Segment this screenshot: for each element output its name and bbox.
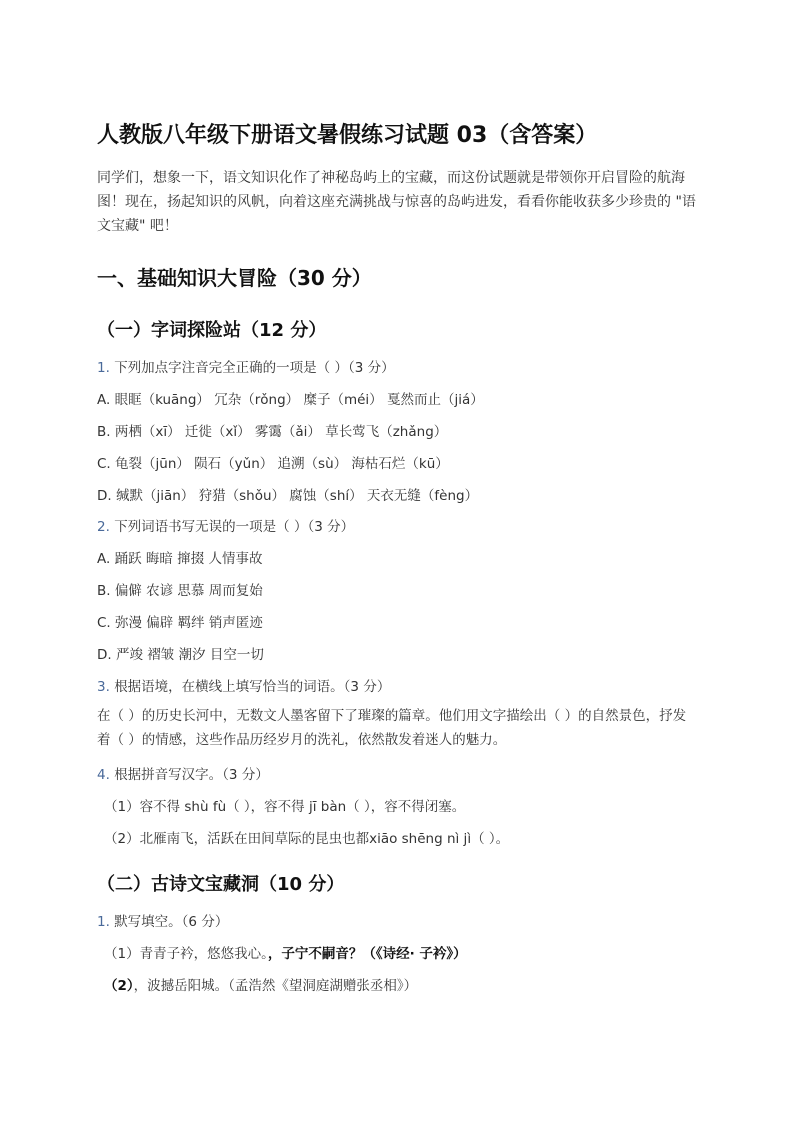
poetry-item-1 <box>104 942 467 962</box>
question-2 <box>97 515 354 535</box>
option-c: C. 弥漫 偏辟 羁绊 销声匿迹 <box>97 615 263 631</box>
poetry-item-2-lead: （2） <box>104 978 134 994</box>
question-4-item-2: （2）北雁南飞，活跃在田间草际的昆虫也都xiāo shēng nì jì（ ）。 <box>104 831 510 847</box>
question-3 <box>97 675 390 695</box>
poetry-item-1-rest: ，子宁不嗣音？（《诗经· 子衿》） <box>267 946 467 962</box>
option-b: B. 偏僻 农谚 思慕 周而复始 <box>97 583 263 599</box>
part-heading-vocabulary: （一）字词探险站（12 分） <box>97 320 327 341</box>
poetry-question-1 <box>97 910 228 930</box>
option-d: D. 缄默（jiān） 狩猎（shǒu） 腐蚀（shí） 天衣无缝（fèng） <box>97 488 479 504</box>
question-number: 1. <box>97 914 110 930</box>
question-number: 1. <box>97 360 110 376</box>
question-text: 根据语境，在横线上填写恰当的词语。（3 分） <box>114 679 391 695</box>
question-text: 下列词语书写无误的一项是（ ）（3 分） <box>114 519 355 535</box>
option-c: C. 龟裂（jūn） 陨石（yǔn） 追溯（sù） 海枯石烂（kū） <box>97 456 449 472</box>
question-text: 默写填空。（6 分） <box>114 914 229 930</box>
intro-paragraph: 同学们，想象一下，语文知识化作了神秘岛屿上的宝藏，而这份试题就是带领你开启冒险的航海图！现在，扬起知识的风帆，向着这座充满挑战与惊喜的岛屿进发，看看你能收获多少珍贵的 "语文宝藏" 吧！ <box>97 170 696 234</box>
part-heading-classical-poetry: （二）古诗文宝藏洞（10 分） <box>97 874 345 895</box>
question-3-passage: 在（ ）的历史长河中，无数文人墨客留下了璀璨的篇章。他们用文字描绘出（ ）的自然景色，抒发着（ ）的情感，这些作品历经岁月的洗礼，依然散发着迷人的魅力。 <box>97 708 687 748</box>
poetry-item-2-rest: ，波撼岳阳城。（孟浩然《望洞庭湖赠张丞相》） <box>133 978 418 994</box>
question-4 <box>97 763 269 783</box>
page-title: 人教版八年级下册语文暑假练习试题 03（含答案） <box>97 123 598 148</box>
option-a: A. 眼眶（kuāng） 冗杂（rǒng） 糜子（méi） 戛然而止（jiá） <box>97 392 484 408</box>
question-text: 根据拼音写汉字。（3 分） <box>114 767 269 783</box>
question-1 <box>97 356 395 376</box>
question-number: 3. <box>97 679 110 695</box>
option-b: B. 两栖（xī） 迁徙（xǐ） 雾霭（ǎi） 草长莺飞（zhǎng） <box>97 424 448 440</box>
question-4-item-1: （1）容不得 shù fù（ ），容不得 jī bàn（ ），容不得闭塞。 <box>104 799 466 815</box>
section-heading-basics: 一、基础知识大冒险（30 分） <box>97 266 372 290</box>
question-number: 2. <box>97 519 110 535</box>
option-a: A. 踊跃 晦暗 撺掇 人情事故 <box>97 551 263 567</box>
poetry-item-1-lead: （1）青青子衿，悠悠我心。 <box>104 946 268 962</box>
poetry-item-2 <box>104 974 417 994</box>
question-text: 下列加点字注音完全正确的一项是（ ）（3 分） <box>114 360 395 376</box>
question-number: 4. <box>97 767 110 783</box>
option-d: D. 严竣 褶皱 潮汐 目空一切 <box>97 647 264 663</box>
